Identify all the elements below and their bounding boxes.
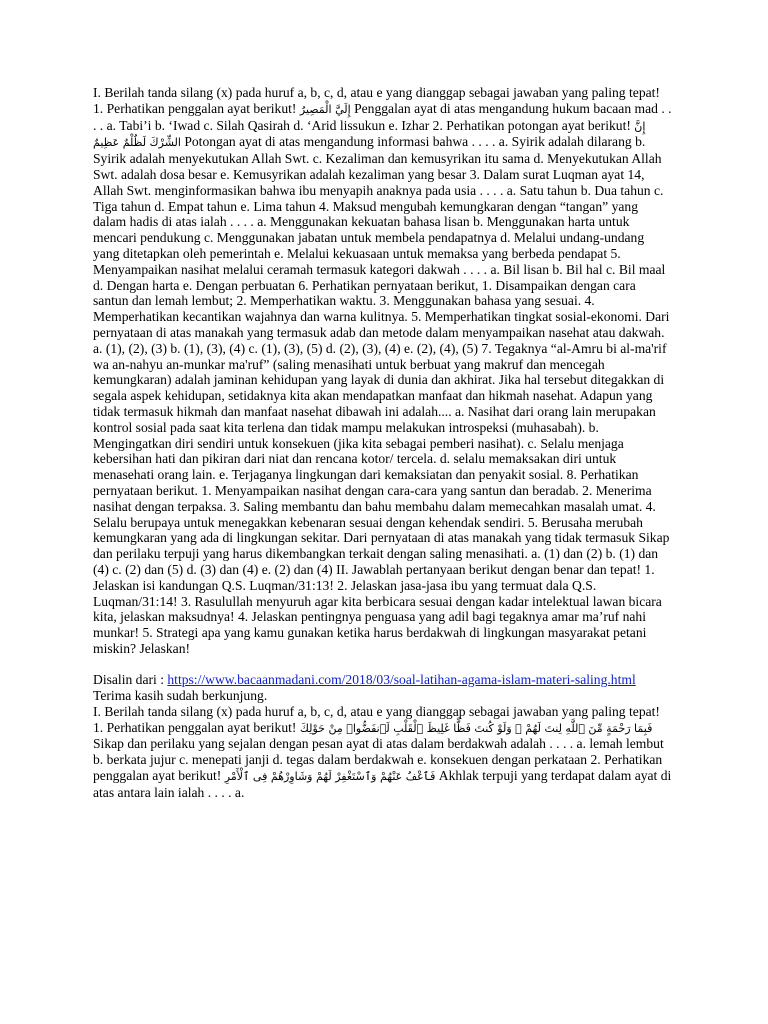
intro-paragraph: I. Berilah tanda silang (x) pada huruf a, b, c, d, atau e yang dianggap sebagai jawaban yang paling tepat! 1. Perhatikan penggalan ayat berikut! xyxy=(93,85,660,116)
source-link[interactable]: https://www.bacaanmadani.com/2018/03/soal-latihan-agama-islam-materi-saling.html xyxy=(167,672,636,688)
question-text-4: Akhlak terpuji yang terdapat dalam ayat di atas antara lain ialah . . . . a. xyxy=(93,767,672,800)
question-text-3: Sikap dan perilaku yang sejalan dengan pesan ayat di atas dalam berdakwah adalah . . . . a. lemah lembut b. berkata jujur c. menepati janji d. tegas dalam berdakwah e. konsekuen dengan perkataan 2. Perhatikan penggalan ayat berikut! xyxy=(93,736,664,783)
intro-paragraph-repeat: I. Berilah tanda silang (x) pada huruf a, b, c, d, atau e yang dianggap sebagai jawaban yang paling tepat! 1. Perhatikan penggalan ayat berikut! xyxy=(93,703,660,735)
question-text-1: Penggalan ayat di atas mengandung hukum bacaan mad . . . . a. Tabi’i b. ‘Iwad c. Silah Qasirah d. ‘Arid lissukun e. Izhar 2. Perhatikan potongan ayat berikut! xyxy=(93,100,672,133)
arabic-verse-2: إِنَّ الشِّرْكَ لَظُلْمٌ عَظِيمٌ xyxy=(93,119,646,150)
thanks-text: Terima kasih sudah berkunjung. xyxy=(93,687,268,703)
paragraph-gap xyxy=(93,657,673,673)
question-text-2: Potongan ayat di atas mengandung informasi bahwa . . . . a. Syirik adalah dilarang b. Syirik adalah menyekutukan Allah Swt. c. Kezaliman dan kemusyrikan itu sama d. Menyekutukan Allah Swt. adalah dosa besar e. Kemusyrikan adalah kezaliman yang besar 3. Dalam surat Luqman ayat 14, Allah Swt. menginformasikan bahwa ibu menyapih anaknya pada usia . . . . a. Satu tahun b. Dua tahun c. Tiga tahun d. Empat tahun e. Lima tahun 4. Maksud mengubah kemungkaran dengan “tangan” yang dalam hadis di atas ialah . . . . a. Menggunakan kekuatan bahasa lisan b. Menggunakan harta untuk mencari pendukung c. Menggunakan jabatan untuk membela pendapatnya d. Melalui undang-undang yang ditetapkan oleh pemerintah e. Melalui kekuasaan untuk memaksa yang berbeda pendapat 5. Menyampaikan nasihat melalui ceramah termasuk kategori dakwah . . . . a. Bil lisan b. Bil hal c. Bil maal d. Dengan harta e. Dengan perbuatan 6. Perhatikan pernyataan berikut, 1. Disampaikan dengan cara santun dan lemah lembut; 2. Memperhatikan waktu. 3. Menggunakan bahasa yang sesuai. 4. Memperhatikan kecantikan wajahnya dan warna kulitnya. 5. Memperhatikan tingkat sosial-ekonomi. Dari pernyataan di atas manakah yang termasuk adab dan metode dalam menyampaikan nasehat atau dakwah. a. (1), (2), (3) b. (1), (3), (4) c. (1), (3), (5) d. (2), (3), (4) e. (2), (4), (5) 7. Tegaknya “al-Amru bi al-ma'rif wa an-nahyu an-munkar ma'ruf” (saling menasihati untuk berbuat yang makruf dan mencegah kemungkaran) adalah jaminan kehidupan yang layak di dunia dan akhirat. Jika hal tersebut ditegakkan di segala aspek kehidupan, setidaknya kita akan mendapatkan manfaat dan hikmah nasehat. Adapun yang tidak termasuk hikmah dan manfaat nasehat dibawah ini adalah.... a. Nasihat dari orang lain merupakan kontrol sosial pada saat kita terlena dan tidak mampu melakukan introspeksi (muhasabah). b. Mengingatkan diri sendiri untuk konsekuen (jika kita sebagai pemberi nasihat). c. Selalu menjaga kebersihan hati dan pikiran dari niat dan rencana kotor/ tercela. d. selalu memaksakan diri untuk menasehati orang lain. e. Terjaganya lingkungan dari kemaksiatan dan penyakit sosial. 8. Perhatikan pernyataan berikut. 1. Menyampaikan nasihat dengan cara-cara yang santun dan beradab. 2. Menerima nasihat dengan terpaksa. 3. Saling membantu dan bahu membahu dalam memecahkan masalah umat. 4. Selalu berupaya untuk menegakkan kebenaran sesuai dengan kehendak sendiri. 5. Berusaha merubah kemungkaran yang ada di lingkungan sekitar. Dari pernyataan di atas manakah yang tidak termasuk Sikap dan perilaku terpuji yang harus dikembangkan terkait dengan saling menasihati. a. (1) dan (2) b. (1) dan (4) c. (2) dan (5) d. (3) dan (4) e. (2) dan (4) II. Jawablah pertanyaan berikut dengan benar dan tepat! 1. Jelaskan isi kandungan Q.S. Luqman/31:13! 2. Jelaskan jasa-jasa ibu yang termuat dala Q.S. Luqman/31:14! 3. Rasulullah menyuruh agar kita berbicara sesuai dengan kadar intelektual lawan bicara kita, jelaskan maksudnya! 4. Jelaskan pentingnya penguasa yang adil bagi tegaknya amar ma’ruf nahi munkar! 5. Strategi apa yang kamu gunakan ketika harus berdakwah di lingkungan masyarakat petani miskin? Jelaskan! xyxy=(93,134,670,656)
arabic-verse-4: فَٱعْفُ عَنْهُمْ وَٱسْتَغْفِرْ لَهُمْ وَشَاوِرْهُمْ فِى ٱلْأَمْرِ xyxy=(224,769,436,783)
source-line xyxy=(93,672,673,688)
source-label: Disalin dari : xyxy=(93,672,168,688)
arabic-verse-3: فَبِمَا رَحْمَةٍ مِّنَ ٱللَّهِ لِنتَ لَهُمْ ۖ وَلَوْ كُنتَ فَظًّا غَلِيظَ ٱلْقَلْبِ لَٱنفَضُّوا۟ مِنْ حَوْلِكَ xyxy=(299,721,653,735)
question-block-2 xyxy=(93,704,673,801)
question-block-1 xyxy=(93,85,673,657)
arabic-verse-1: إِلَيَّ الْمَصِيرُ xyxy=(299,102,351,116)
document-page xyxy=(93,85,673,801)
